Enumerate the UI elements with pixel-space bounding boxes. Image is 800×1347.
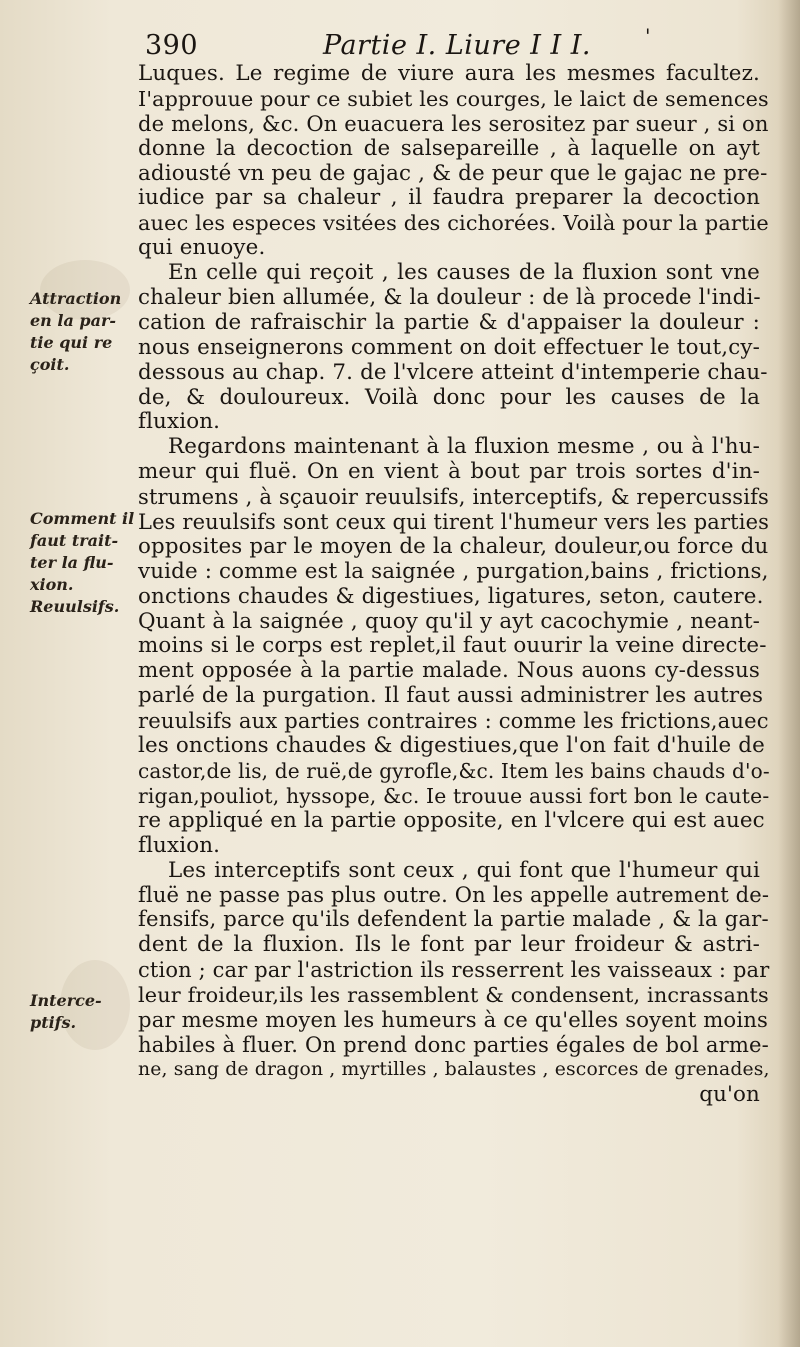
text-line: ne, sang de dragon , myrtilles , balaustes , escorces de grenades, — [138, 1058, 770, 1080]
text-line: habiles à fluer. On prend donc parties égales de bol arme- — [138, 1031, 769, 1057]
text-line: de melons, &c. On euacuera les serositez par sueur , si on — [138, 110, 769, 136]
text-line: Les reuulsifs sont ceux qui tirent l'humeur vers les parties — [138, 510, 770, 535]
page-header — [145, 24, 705, 64]
text-line: qui enuoye. — [138, 235, 266, 261]
body-text — [138, 61, 770, 1107]
text-line: de, & douloureux. Voilà donc pour les causes de la — [138, 384, 760, 410]
text-line: opposites par le moyen de la chaleur, douleur,ou force du — [138, 533, 769, 559]
text-line: chaleur bien allumée, & la douleur : de là procede l'indi- — [138, 285, 761, 311]
margin-note-interceptifs — [30, 990, 130, 1034]
text-line: Regardons maintenant à la fluxion mesme , ou à l'hu- — [168, 434, 760, 460]
margin-note-line: Interce- — [30, 991, 102, 1010]
text-line: par mesme moyen les humeurs à ce qu'elles soyent moins — [138, 1006, 769, 1032]
text-line: I'approuue pour ce subiet les courges, le laict de semences — [138, 86, 769, 111]
text-line: fluxion. — [138, 832, 221, 858]
text-line: Quant à la saignée , quoy qu'il y ayt cacochymie , neant- — [138, 608, 760, 634]
text-line: parlé de la purgation. Il faut aussi administrer les autres — [138, 683, 764, 709]
text-line: fensifs, parce qu'ils defendent la partie malade , & la gar- — [138, 907, 769, 933]
text-line: fluë ne passe pas plus outre. On les appelle autrement de- — [138, 882, 770, 908]
text-line: meur qui fluë. On en vient à bout par trois sortes d'in- — [138, 459, 760, 485]
text-line: fluxion. — [138, 409, 221, 435]
margin-note-line: xion. — [30, 575, 74, 594]
text-line: auec les especes vsitées des cichorées. Voilà pour la partie — [138, 211, 769, 236]
margin-note-attraction — [30, 288, 130, 376]
text-line: les onctions chaudes & digestiues,que l'on fait d'huile de — [138, 733, 765, 759]
text-line: Les interceptifs sont ceux , qui font que l'humeur qui — [168, 857, 760, 883]
margin-note-line: ptifs. — [30, 1013, 77, 1032]
margin-note-line: Comment il — [30, 509, 135, 528]
margin-note-line: tie qui re — [30, 333, 113, 352]
text-line: donne la decoction de salsepareille , à laquelle on ayt — [138, 135, 760, 161]
text-line: onctions chaudes & digestiues, ligatures, seton, cautere. — [138, 583, 764, 609]
text-line: adiousté vn peu de gajac , & de peur que le gajac ne pre- — [138, 160, 768, 186]
catchword: qu'on — [699, 1081, 760, 1107]
text-line: strumens , à sçauoir reuulsifs, interceptifs, & repercussifs — [138, 484, 769, 510]
running-title: Partie I. Liure I I I. — [323, 30, 592, 61]
margin-note-line: çoit. — [30, 355, 70, 374]
margin-note-line: Reuulsifs. — [30, 597, 120, 616]
text-line: En celle qui reçoit , les causes de la fluxion sont vne — [168, 260, 760, 286]
text-line: cation de rafraischir la partie & d'appaiser la douleur : — [138, 309, 760, 335]
text-line: leur froideur,ils les rassemblent & condensent, incrassants — [138, 982, 769, 1007]
header-mark: ' — [645, 24, 651, 48]
text-line: re appliqué en la partie opposite, en l'vlcere qui est auec — [138, 807, 765, 833]
text-line: castor,de lis, de ruë,de gyrofle,&c. Item les bains chauds d'o- — [138, 758, 770, 783]
text-line: iudice par sa chaleur , il faudra preparer la decoction — [138, 185, 760, 211]
margin-note-line: Attraction — [30, 289, 122, 308]
text-line: reuulsifs aux parties contraires : comme les frictions,auec — [138, 708, 769, 734]
margin-note-fluxion — [30, 508, 135, 618]
text-line: Luques. Le regime de viure aura les mesmes facultez. — [138, 61, 760, 86]
margin-note-line: en la par- — [30, 311, 117, 330]
text-line: rigan,pouliot, hyssope, &c. Ie trouue aussi fort bon le caute- — [138, 783, 770, 808]
margin-note-line: faut trait- — [30, 531, 119, 550]
text-line: dessous au chap. 7. de l'vlcere atteint d'intemperie chau- — [138, 359, 768, 385]
margin-note-line: ter la flu- — [30, 553, 114, 572]
text-line: ction ; car par l'astriction ils resserrent les vaisseaux : par — [138, 958, 770, 983]
text-line: dent de la fluxion. Ils le font par leur froideur & astri- — [138, 932, 760, 958]
text-line: nous enseignerons comment on doit effectuer le tout,cy- — [138, 334, 760, 360]
text-line: moins si le corps est replet,il faut ouurir la veine directe- — [138, 633, 767, 659]
text-line: ment opposée à la partie malade. Nous auons cy-dessus — [138, 658, 760, 684]
folio-number: 390 — [145, 30, 199, 61]
page-edge-shadow — [778, 0, 800, 1347]
text-line: vuide : comme est la saignée , purgation,bains , frictions, — [138, 558, 769, 584]
